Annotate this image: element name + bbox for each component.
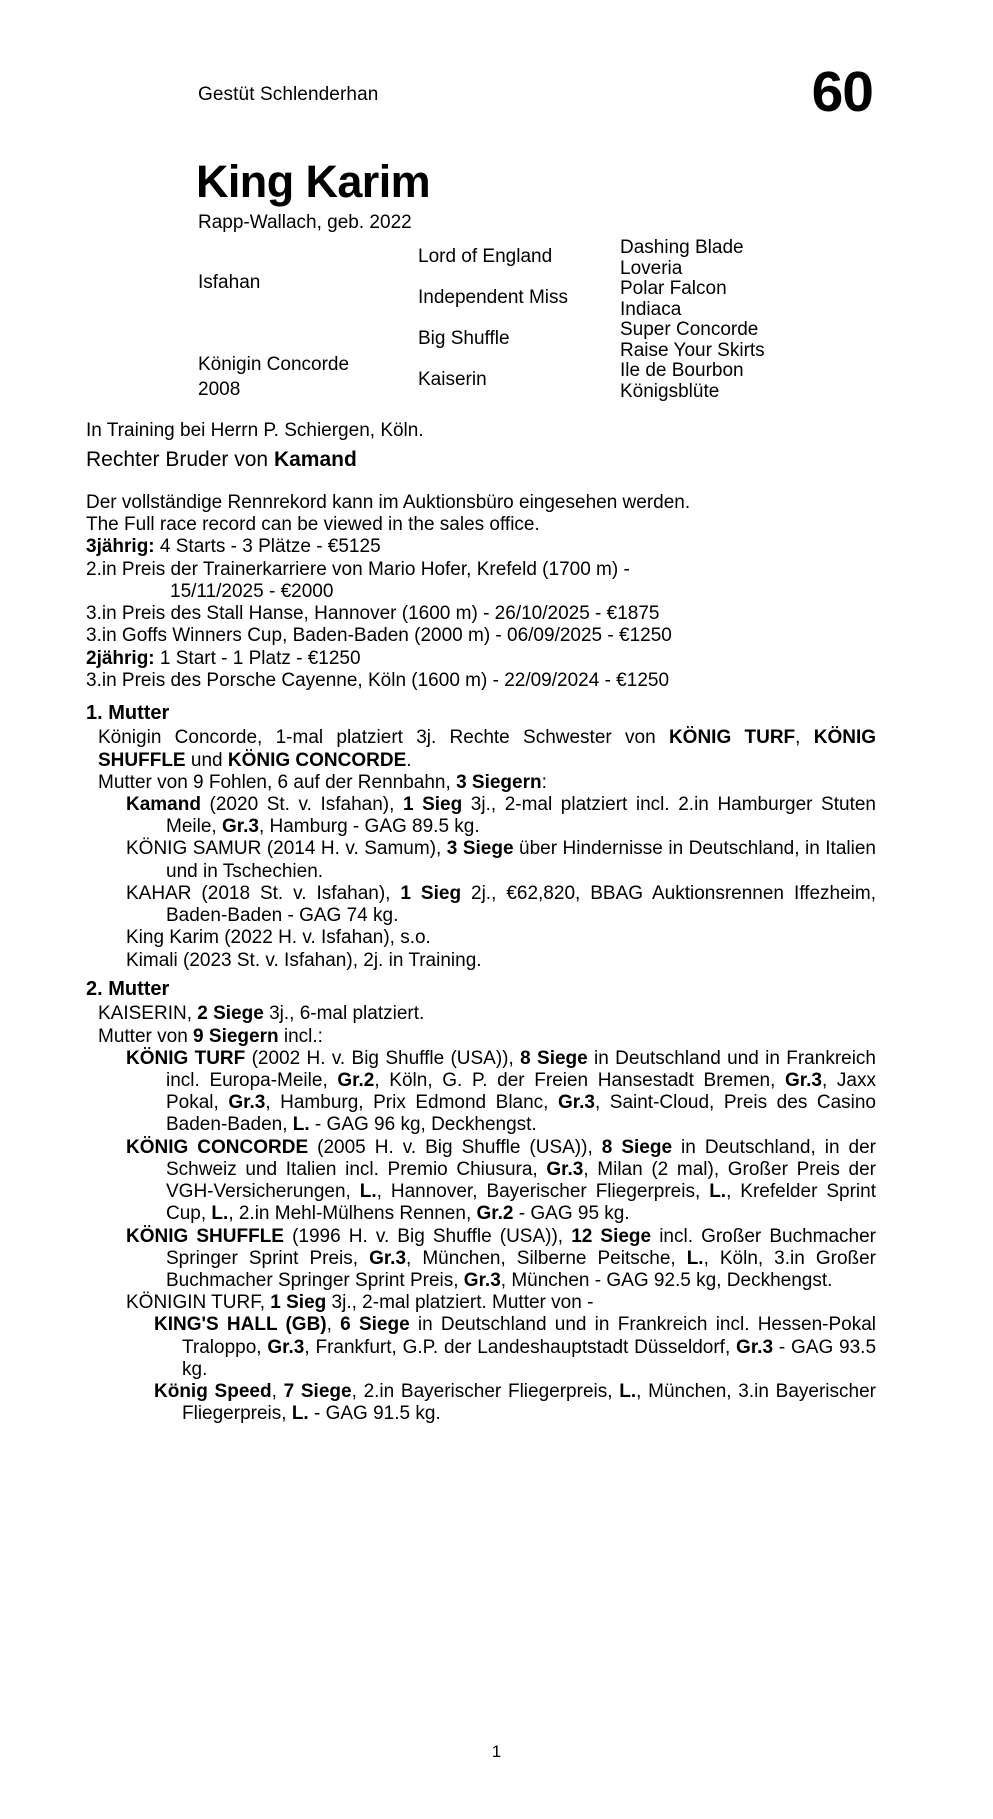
second-dam-title: 2. Mutter <box>86 978 170 1000</box>
sub-entry-name: KING'S HALL (GB) <box>154 1314 327 1336</box>
second-dam-produce-winners: 9 Siegern <box>193 1025 279 1047</box>
horse-name: King Karim <box>196 156 431 207</box>
foal-grade: Gr.3 <box>221 816 259 838</box>
first-dam-intro-end: . <box>406 749 412 771</box>
second-dam-produce-end: incl.: <box>278 1025 323 1047</box>
first-dam-title: 1. Mutter <box>86 702 170 724</box>
race-record-note-en: The Full race record can be viewed in the sales office. <box>86 514 540 536</box>
pedigree-gen3-6: Raise Your Skirts <box>620 339 765 361</box>
entry-name: KÖNIG CONCORDE <box>126 1136 309 1158</box>
pedigree-dam: Königin Concorde <box>198 354 350 375</box>
entry-name: KÖNIG SHUFFLE <box>126 1225 284 1247</box>
pedigree-table <box>0 236 993 408</box>
pedigree-sire-sire: Lord of England <box>418 246 553 267</box>
foal-detail-c: , Hamburg - GAG 89.5 kg. <box>258 816 480 838</box>
pedigree-gen3-8: Königsblüte <box>620 380 720 402</box>
pedigree-sire: Isfahan <box>198 272 261 293</box>
entry-line: (1996 H. v. Big Shuffle (USA)), <box>283 1225 572 1247</box>
first-dam-relative-1: KÖNIG TURF <box>668 727 796 749</box>
pedigree-gen3-2: Loveria <box>620 257 683 279</box>
sibling-note-name: Kamand <box>273 448 357 471</box>
first-dam-produce-end: : <box>541 771 547 793</box>
second-dam-name: KAISERIN, <box>98 1003 198 1025</box>
entry-rest: 3j., 2-mal platziert. Mutter von - <box>326 1292 594 1314</box>
first-dam-produce <box>86 772 876 794</box>
foal-detail-b: über Hindernisse in Deutschland, in Italien und in Tschechien. <box>166 838 876 882</box>
entry-name: KÖNIGIN TURF, <box>126 1292 271 1314</box>
sub-entry-wins: 6 Siege <box>340 1314 410 1336</box>
foal-detail-a: (2014 H. v. Samum), <box>261 838 447 860</box>
foal-detail-b: 3j., 2-mal platziert incl. 2.in Hamburger Stuten Meile, <box>166 794 876 838</box>
second-dam-intro <box>86 1003 876 1025</box>
foal-wins: 1 Sieg <box>400 882 462 904</box>
foal-entry <box>86 883 876 927</box>
pedigree-generation-3 <box>620 238 870 402</box>
foal-entry <box>86 950 876 972</box>
entry-line: (2005 H. v. Big Shuffle (USA)), <box>308 1136 602 1158</box>
race-record-3yo-line-1 <box>86 559 876 581</box>
race-record-3yo-line-1-cont: 15/11/2025 - €2000 <box>170 580 334 602</box>
second-dam-sub-entry <box>86 1314 876 1381</box>
pedigree-gen3-5: Super Concorde <box>620 319 759 340</box>
entry-wins: 8 Siege <box>520 1047 588 1069</box>
foal-name: King Karim <box>126 927 219 949</box>
first-dam-produce-winners: 3 Siegern <box>456 771 542 793</box>
entry-wins: 12 Siege <box>571 1225 652 1247</box>
foal-name: KAHAR <box>126 882 192 904</box>
first-dam-intro <box>86 727 876 771</box>
entry-rest: in Deutschland, in der Schweiz und Italien incl. Premio Chiusura, Gr.3, Milan (2 mal), Großer Preis der VGH-Versicherungen, L., Hannover, Bayerischer Fliegerpreis, L., Krefelder Sprint Cup, L., 2.in Mehl-Mülhens Rennen, Gr.2 - GAG 95 kg. <box>166 1136 876 1225</box>
second-dam-sub-entry <box>86 1381 876 1425</box>
pedigree-gen3-4: Indiaca <box>620 298 682 320</box>
first-dam-section <box>86 702 876 972</box>
foal-detail-a: (2018 St. v. Isfahan), <box>191 882 401 904</box>
training-note: In Training bei Herrn P. Schiergen, Köln. <box>86 420 424 441</box>
consignor-name: Gestüt Schlenderhan <box>198 84 379 105</box>
race-record-note-de: Der vollständige Rennrekord kann im Auktionsbüro eingesehen werden. <box>86 492 691 513</box>
race-record-3yo-summary <box>86 536 876 558</box>
race-record <box>86 492 876 692</box>
pedigree-dam-sire: Big Shuffle <box>418 328 510 349</box>
foal-name: KÖNIG SAMUR <box>126 838 262 860</box>
first-dam-intro-text: Königin Concorde, 1-mal platziert 3j. Rechte Schwester von <box>98 727 669 749</box>
koenigin-turf-entry <box>86 1292 876 1314</box>
foal-wins: 3 Siege <box>446 838 514 860</box>
pedigree-sire-dam: Independent Miss <box>418 287 568 308</box>
race-record-line-text: 2.in Preis der Trainerkarriere von Mario Hofer, Krefeld (1700 m) - <box>86 558 630 580</box>
foal-detail-b: 2j., €62,820, BBAG Auktionsrennen Iffezheim, Baden-Baden - GAG 74 kg. <box>166 882 876 927</box>
foal-detail-a: (2023 St. v. Isfahan), 2j. in Training. <box>177 949 482 971</box>
pedigree-dam-year: 2008 <box>198 379 241 400</box>
race-record-2yo-summary <box>86 648 876 670</box>
second-dam-entry <box>86 1137 876 1226</box>
entry-wins: 8 Siege <box>601 1136 673 1158</box>
race-record-2yo-label: 2jährig: <box>86 647 155 669</box>
page-header <box>0 60 993 144</box>
sub-entry-sep: , <box>271 1381 284 1403</box>
foal-entry <box>86 794 876 838</box>
second-dam-produce-lead: Mutter von <box>98 1025 194 1047</box>
sub-entry-rest: , 2.in Bayerischer Fliegerpreis, L., München, 3.in Bayerischer Fliegerpreis, L. - GAG 91.5 kg. <box>182 1381 876 1425</box>
second-dam-entry <box>86 1048 876 1137</box>
entry-line: (2002 H. v. Big Shuffle (USA)), <box>245 1047 521 1069</box>
foal-entry <box>86 838 876 882</box>
sub-entry-sep: , <box>326 1314 341 1336</box>
race-record-3yo-line-3: 3.in Goffs Winners Cup, Baden-Baden (2000 m) - 06/09/2025 - €1250 <box>86 625 672 647</box>
entry-rest: in Deutschland und in Frankreich incl. Europa-Meile, Gr.2, Köln, G. P. der Freien Hansestadt Bremen, Gr.3, Jaxx Pokal, Gr.3, Hamburg, Prix Edmond Blanc, Gr.3, Saint-Cloud, Preis des Casino Baden-Baden, L. - GAG 96 kg, Deckhengst. <box>166 1047 877 1136</box>
page-number: 1 <box>491 1742 502 1761</box>
first-dam-relative-2: KÖNIG SHUFFLE <box>98 727 876 771</box>
pedigree-gen3-7: Ile de Bourbon <box>620 360 744 381</box>
first-dam-relative-3: KÖNIG CONCORDE <box>227 749 407 771</box>
sibling-note-prefix: Rechter Bruder von <box>86 448 274 471</box>
second-dam-produce <box>86 1026 876 1048</box>
sub-entry-rest: in Deutschland und in Frankreich incl. Hessen-Pokal Traloppo, Gr.3, Frankfurt, G.P. der Landeshauptstadt Düsseldorf, Gr.3 - GAG 93.5 kg. <box>182 1314 877 1380</box>
race-record-2yo-line-1: 3.in Preis des Porsche Cayenne, Köln (1600 m) - 22/09/2024 - €1250 <box>86 669 670 691</box>
entry-rest: incl. Großer Buchmacher Springer Sprint Preis, Gr.3, München, Silberne Peitsche, L., Köln, 3.in Großer Buchmacher Springer Sprint Preis, Gr.3, München - GAG 92.5 kg, Deckhengst. <box>166 1225 877 1292</box>
second-dam-wins: 2 Siege <box>197 1003 264 1025</box>
sub-entry-wins: 7 Siege <box>283 1381 352 1403</box>
foal-entry <box>86 927 876 949</box>
second-dam-section <box>86 978 876 1426</box>
foal-wins: 1 Sieg <box>402 794 463 816</box>
race-record-3yo-line-2: 3.in Preis des Stall Hanse, Hannover (1600 m) - 26/10/2025 - €1875 <box>86 603 660 625</box>
foal-detail-a: (2020 St. v. Isfahan), <box>200 794 403 816</box>
second-dam-entry <box>86 1226 876 1293</box>
foal-name: Kimali <box>126 949 178 971</box>
foal-name: Kamand <box>126 794 201 816</box>
race-record-3yo-value: 4 Starts - 3 Plätze - €5125 <box>154 536 381 558</box>
sibling-note <box>86 448 357 473</box>
first-dam-produce-lead: Mutter von 9 Fohlen, 6 auf der Rennbahn, <box>98 771 457 793</box>
horse-description: Rapp-Wallach, geb. 2022 <box>198 212 412 233</box>
sub-entry-name: König Speed <box>154 1381 272 1403</box>
second-dam-intro-rest: 3j., 6-mal platziert. <box>263 1003 425 1025</box>
first-dam-sep-1: , <box>795 727 814 749</box>
foal-detail-a: (2022 H. v. Isfahan), s.o. <box>218 927 431 949</box>
pedigree-gen3-1: Dashing Blade <box>620 237 744 258</box>
entry-name: KÖNIG TURF <box>126 1047 246 1069</box>
lot-number: 60 <box>811 60 873 124</box>
pedigree-gen3-3: Polar Falcon <box>620 278 727 299</box>
race-record-2yo-value: 1 Start - 1 Platz - €1250 <box>154 647 361 669</box>
first-dam-sep-2: und <box>185 749 228 771</box>
pedigree-dam-dam: Kaiserin <box>418 369 487 390</box>
race-record-3yo-label: 3jährig: <box>86 536 155 558</box>
entry-wins: 1 Sieg <box>270 1292 327 1314</box>
